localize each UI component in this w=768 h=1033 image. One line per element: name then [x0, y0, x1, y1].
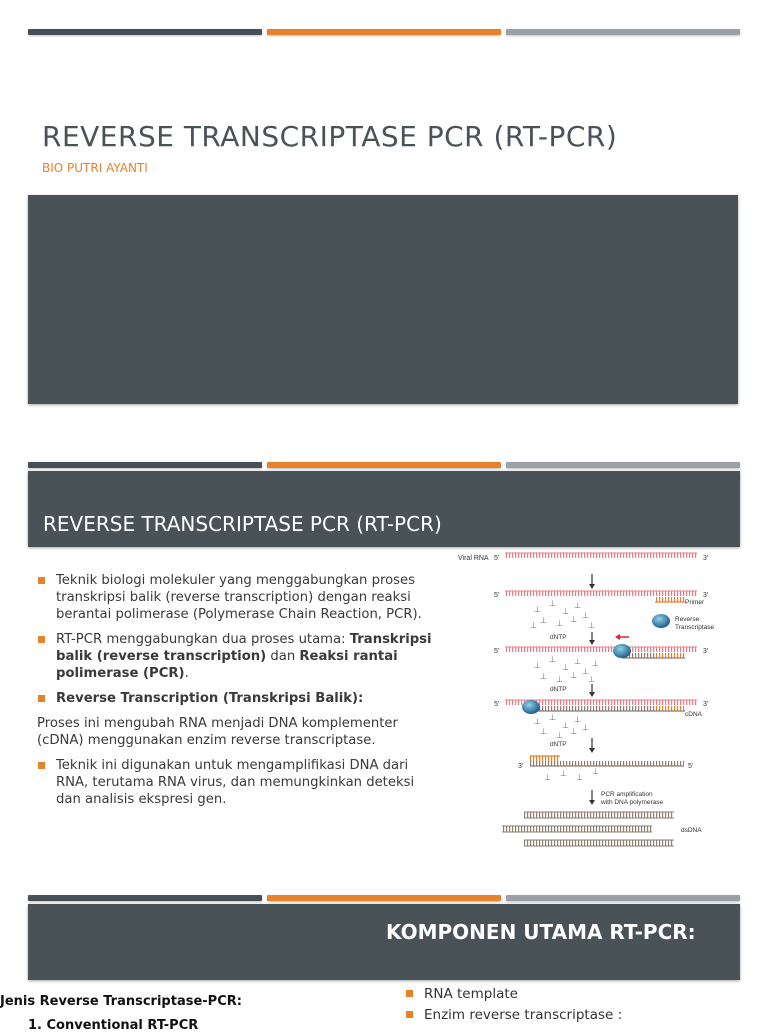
label-3prime: 3'	[703, 592, 709, 599]
slide-2-body	[37, 572, 437, 816]
svg-text:⊥: ⊥	[570, 671, 577, 680]
arrow-head	[589, 800, 595, 805]
label-cdna: cDNA	[685, 711, 702, 718]
svg-text:⊥: ⊥	[540, 616, 547, 625]
rna-bases	[505, 591, 697, 596]
bullet-bold-text: Reverse Transcription (Transkripsi Balik):	[56, 691, 364, 706]
enzyme-icon	[613, 644, 631, 658]
accent-bar-orange	[267, 29, 501, 35]
svg-text:⊥: ⊥	[592, 659, 599, 668]
svg-text:⊥: ⊥	[582, 611, 589, 620]
accent-bar-dark	[28, 895, 262, 901]
svg-text:⊥: ⊥	[549, 713, 556, 722]
bullet-text: RT-PCR menggabungkan dua proses utama:	[56, 632, 350, 647]
accent-bar-gray	[506, 462, 740, 468]
svg-text:⊥: ⊥	[556, 619, 563, 628]
label-dntp: dNTP	[550, 634, 567, 641]
svg-text:⊥: ⊥	[562, 663, 569, 672]
rt-pcr-type-item: 1. Conventional RT-PCR	[28, 1018, 199, 1033]
cdna-bases	[530, 761, 684, 766]
svg-text:⊥: ⊥	[588, 621, 595, 630]
svg-text:⊥: ⊥	[540, 727, 547, 736]
svg-text:⊥: ⊥	[560, 769, 567, 778]
label-3prime: 3'	[703, 701, 709, 708]
svg-text:⊥: ⊥	[570, 615, 577, 624]
title-image-panel	[28, 195, 738, 404]
label-pcr-amplification: PCR amplification	[601, 791, 653, 798]
label-primer: Primer	[685, 599, 705, 606]
accent-bar-gray	[506, 29, 740, 35]
svg-text:⊥: ⊥	[540, 672, 547, 681]
bullet-usage	[37, 757, 437, 808]
svg-text:⊥: ⊥	[582, 667, 589, 676]
label-viral-rna: Viral RNA	[458, 555, 489, 562]
svg-text:⊥: ⊥	[530, 621, 537, 630]
bullet-text: Teknik biologi molekuler yang menggabungkan proses transkripsi balik (reverse transcription) dengan reaksi berantai polimerase (Polymerase Chain Reaction, PCR).	[56, 573, 422, 622]
red-arrow-head	[615, 634, 620, 640]
label-dsdna: dsDNA	[681, 827, 702, 834]
arrow-head	[589, 640, 595, 645]
svg-text:⊥: ⊥	[574, 657, 581, 666]
cdna-bases	[532, 706, 655, 711]
dntp-cluster	[534, 713, 589, 740]
label-5prime: 5'	[494, 701, 500, 708]
arrow-head	[589, 584, 595, 589]
svg-text:⊥: ⊥	[576, 773, 583, 782]
svg-text:⊥: ⊥	[534, 661, 541, 670]
bullet-bold-text: Transkripsi balik (reverse transcription)	[56, 632, 432, 664]
bullet-bold-text: Reaksi rantai polimerase (PCR)	[56, 649, 398, 681]
label-dntp: dNTP	[550, 741, 567, 748]
svg-text:⊥: ⊥	[562, 607, 569, 616]
label-dntp: dNTP	[550, 686, 567, 693]
rt-pcr-types-heading: Jenis Reverse Transcriptase-PCR:	[0, 994, 242, 1009]
svg-text:⊥: ⊥	[570, 727, 577, 736]
svg-text:⊥: ⊥	[556, 675, 563, 684]
svg-text:⊥: ⊥	[574, 601, 581, 610]
svg-text:⊥: ⊥	[588, 675, 595, 684]
slide-1-title: REVERSE TRANSCRIPTASE PCR (RT-PCR)	[42, 120, 618, 153]
label-5prime: 5'	[688, 763, 694, 770]
rna-bases	[505, 553, 697, 558]
label-3prime: 3'	[703, 648, 709, 655]
label-3prime: 3'	[518, 763, 524, 770]
bullet-processes	[37, 631, 437, 682]
accent-bar-gray	[506, 895, 740, 901]
enzyme-icon	[522, 700, 540, 714]
label-dna-polymerase: with DNA polymerase	[601, 799, 664, 806]
bullet-text: .	[184, 666, 189, 681]
svg-text:⊥: ⊥	[549, 655, 556, 664]
bullet-reverse-transcription	[37, 690, 437, 707]
components-list	[405, 985, 622, 1027]
accent-bar-dark	[28, 462, 262, 468]
label-5prime: 5'	[494, 555, 500, 562]
label-reverse: Reverse	[675, 616, 700, 623]
svg-text:⊥: ⊥	[556, 731, 563, 740]
slide-2-title: REVERSE TRANSCRIPTASE PCR (RT-PCR)	[43, 512, 442, 536]
accent-bar-orange	[267, 462, 501, 468]
svg-text:⊥: ⊥	[582, 723, 589, 732]
bullet-text: dan	[266, 649, 300, 664]
component-item	[405, 985, 622, 1003]
component-text: RNA template	[424, 986, 518, 1002]
arrow-head	[589, 748, 595, 753]
bullet-text: Teknik ini digunakan untuk mengamplifikasi DNA dari RNA, terutama RNA virus, dan memungkinkan deteksi dan analisis ekspresi gen.	[56, 758, 415, 807]
slide-1-subtitle: BIO PUTRI AYANTI	[42, 161, 148, 175]
primer-bases	[655, 597, 685, 602]
dntp-cluster	[534, 655, 599, 684]
dntp-cluster	[530, 599, 595, 630]
accent-bar-dark	[28, 29, 262, 35]
primer-bases	[655, 706, 685, 711]
svg-text:⊥: ⊥	[592, 767, 599, 776]
rt-pcr-diagram	[452, 548, 724, 858]
label-5prime: 5'	[494, 648, 500, 655]
bullet-definition	[37, 572, 437, 623]
accent-bar-orange	[267, 895, 501, 901]
component-item	[405, 1006, 622, 1024]
svg-text:⊥: ⊥	[534, 605, 541, 614]
label-3prime: 3'	[703, 555, 709, 562]
svg-text:⊥: ⊥	[549, 599, 556, 608]
svg-text:⊥: ⊥	[574, 715, 581, 724]
primer-bases	[530, 756, 560, 761]
arrow-head	[589, 692, 595, 697]
rna-bases	[505, 647, 697, 652]
svg-text:⊥: ⊥	[544, 773, 551, 782]
paragraph-text: Proses ini mengubah RNA menjadi DNA komplementer (cDNA) menggunakan enzim reverse transcriptase.	[37, 716, 398, 748]
label-transcriptase: Transcriptase	[675, 624, 715, 631]
dntp-cluster	[544, 767, 599, 782]
label-5prime: 5'	[494, 592, 500, 599]
enzyme-icon	[652, 614, 670, 628]
svg-text:⊥: ⊥	[534, 717, 541, 726]
component-text: Enzim reverse transcriptase :	[424, 1007, 623, 1023]
dsdna-stack	[502, 812, 674, 846]
slide-3-title: KOMPONEN UTAMA RT-PCR:	[386, 920, 696, 944]
svg-text:⊥: ⊥	[562, 721, 569, 730]
primer-bases	[655, 653, 685, 658]
